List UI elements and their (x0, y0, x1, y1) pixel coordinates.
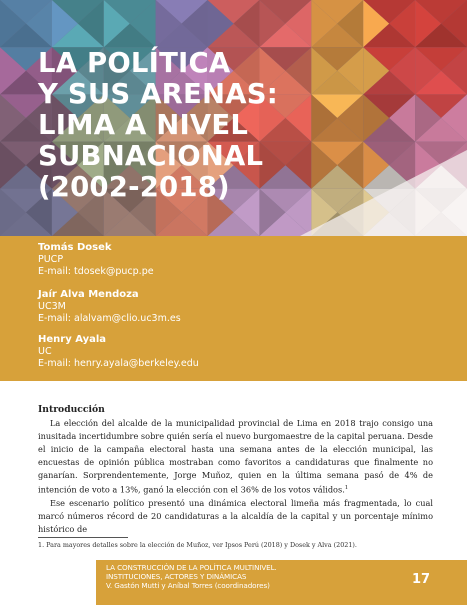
footer-book-subtitle: INSTITUCIONES, ACTORES Y DINÁMICAS (106, 572, 247, 582)
hero-banner (0, 0, 467, 236)
footer-editors: V. Gastón Mutti y Aníbal Torres (coordinadores) (106, 581, 270, 591)
footnote-divider (38, 537, 128, 538)
paragraph-text: La elección del alcalde de la municipalidad provincial de Lima en 2018 trajo consigo una inusitada incertidumbre sobre quién sería el nuevo burgomaestre de la capital peruana. Desde el inicio de la campaña electoral hasta una semana antes de la elección municipal, las encuestas de opinión pública mostraban como favoritos a candidaturas que finalmente no ganarían. Sorprendentemente, Jorge Muñoz, quien en la última semana pasó de 4% de intención de voto a 13%, ganó la elección con el 36% de los votos válidos. (38, 418, 433, 496)
author-affiliation: PUCP (38, 254, 64, 265)
paragraph (38, 417, 433, 497)
section-heading: Introducción (38, 404, 105, 415)
body-text (38, 404, 433, 537)
chapter-title (38, 48, 368, 203)
paragraph: Ese escenario político presentó una dinámica electoral limeña más fragmentada, lo cual marcó números récord de 20 candidaturas a la alcaldía de la capital y un porcentaje mínimo histórico de (38, 498, 433, 535)
author-name: Tomás Dosek (38, 242, 112, 253)
authors-band (0, 236, 467, 381)
page-number: 17 (412, 572, 431, 587)
author-affiliation: UC3M (38, 301, 66, 312)
chapter-title-line: (2002-2018) (38, 171, 230, 203)
author-email[interactable]: E-mail: alalvam@clio.uc3m.es (38, 313, 181, 324)
author-email[interactable]: E-mail: henry.ayala@berkeley.edu (38, 358, 199, 369)
footnote: 1. Para mayores detalles sobre la elección de Muñoz, ver Ipsos Perú (2018) y Dosek y Alva (2021). (38, 541, 357, 549)
chapter-title-line: LIMA A NIVEL (38, 109, 249, 141)
author-block (38, 289, 338, 325)
chapter-title-line: LA POLÍTICA (38, 47, 231, 79)
footer-book-title: LA CONSTRUCCIÓN DE LA POLÍTICA MULTINIVEL. (106, 563, 277, 572)
footnote-marker[interactable]: 1 (344, 485, 349, 492)
author-affiliation: UC (38, 346, 52, 357)
author-block (38, 334, 338, 370)
author-name: Henry Ayala (38, 334, 107, 345)
chapter-title-line: Y SUS ARENAS: (38, 78, 278, 110)
author-name: Jaír Alva Mendoza (38, 289, 139, 300)
author-email[interactable]: E-mail: tdosek@pucp.pe (38, 266, 154, 277)
running-footer (106, 563, 376, 591)
author-block (38, 242, 338, 278)
chapter-title-line: SUBNACIONAL (38, 140, 264, 172)
